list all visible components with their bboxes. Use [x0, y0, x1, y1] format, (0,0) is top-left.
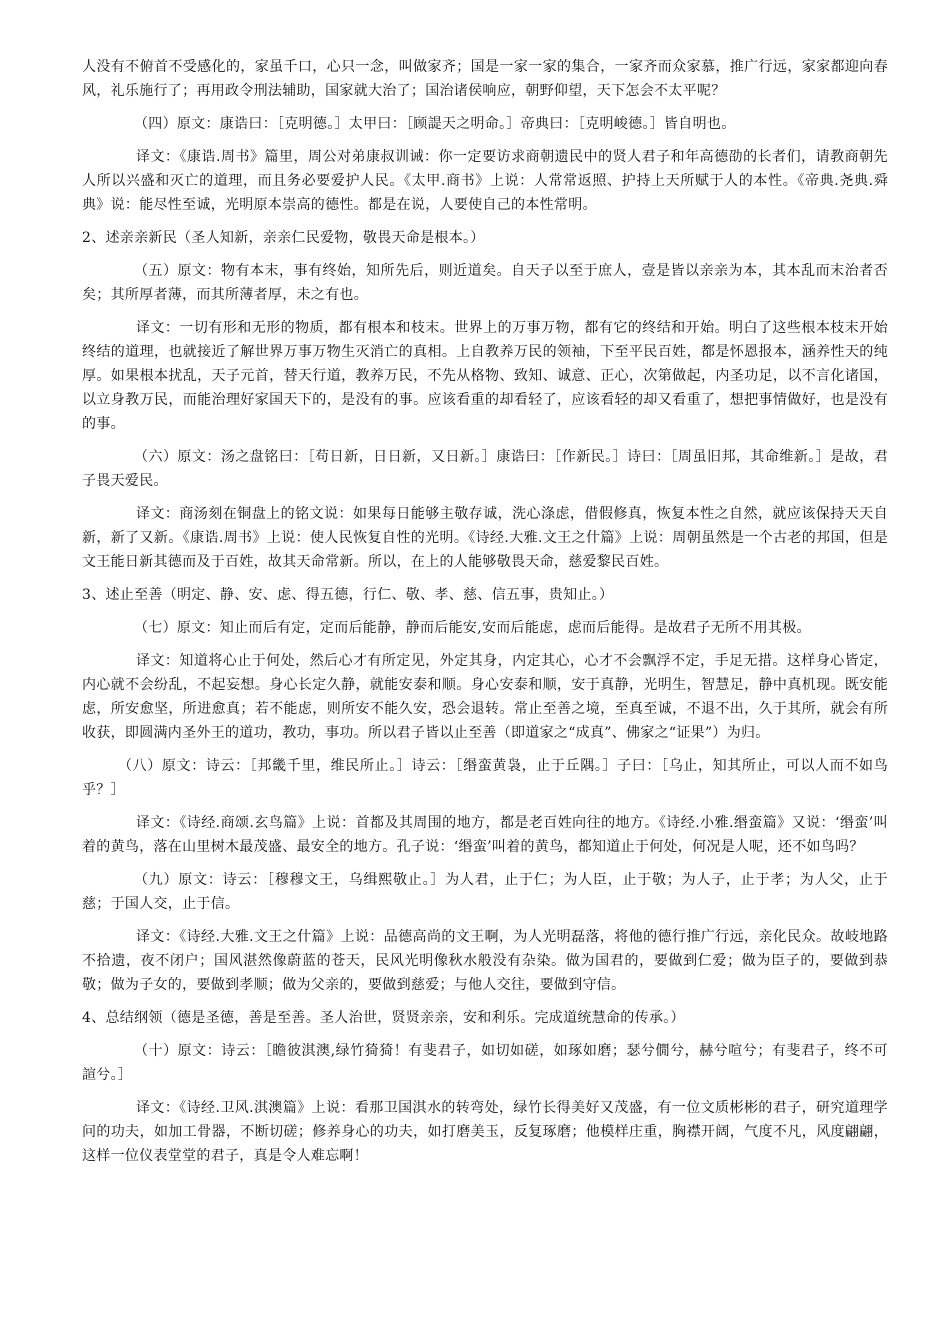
- translation-text-9: 译文：《诗经.大雅.文王之什篇》上说：品德高尚的文王啊，为人光明磊落，将他的德行推广行远，亲化民众。故岐地路不拾遗，夜不闭户；国风湛然像蔚蓝的苍天，民风光明像秋水般没有杂染。做为国君的，要做到仁爱；做为臣子的，要做到恭敬；做为子女的，要做到孝顺；做为父亲的，要做到慈爱；与他人交往，要做到守信。: [82, 929, 888, 993]
- original-text-6: （六）原文：汤之盘铭曰：［苟日新，日日新，又日新。］康诰曰：［作新民。］诗曰：［周虽旧邦，其命维新。］是故，君子畏天爱民。: [82, 449, 888, 489]
- original-text-8: （八）原文：诗云：［邦畿千里，维民所止。］诗云：［缗蛮黄袅，止于丘隅。］子曰：［乌止，知其所止，可以人而不如鸟乎？］: [82, 758, 888, 798]
- original-text-10: （十）原文：诗云：［瞻彼淇澳,绿竹猗猗！有斐君子，如切如磋，如琢如磨；瑟兮僩兮，赫兮喧兮；有斐君子，终不可諠兮。］: [82, 1043, 888, 1083]
- translation-text-10: 译文：《诗经.卫风.淇澳篇》上说：看那卫国淇水的转弯处，绿竹长得美好又茂盛，有一位文质彬彬的君子，研究道理学问的功夫，如加工骨器，不断切磋；修养身心的功夫，如打磨美玉，反复琢磨；他模样庄重，胸襟开阔，气度不凡，风度翩翩，这样一位仪表堂堂的君子，真是令人难忘啊！: [82, 1100, 888, 1164]
- original-text-7: （七）原文：知止而后有定，定而后能静，静而后能安,安而后能虑，虑而后能得。是故君子无所不用其极。: [134, 620, 811, 636]
- paragraph-continuation: 人没有不俯首不受感化的，家虽千口，心只一念，叫做家齐；国是一家一家的集合，一家齐而众家慕，推广行远，家家都迎向春风，礼乐施行了；再用政令刑法辅助，国家就大治了；国治诸侯响应，朝野仰望，天下怎会不太平呢？: [82, 59, 888, 99]
- original-text-5: （五）原文：物有本末，事有终始，知所先后，则近道矣。自天子以至于庶人，壹是皆以亲亲为本，其本乱而末治者否矣；其所厚者薄，而其所薄者厚，未之有也。: [82, 263, 888, 303]
- original-text-9: （九）原文：诗云：［穆穆文王，乌缉熙敬止。］为人君，止于仁；为人臣，止于敬；为人子，止于孝；为人父，止于慈；于国人交，止于信。: [82, 872, 888, 912]
- section-heading-2: 2、述亲亲新民（圣人知新，亲亲仁民爱物，敬畏天命是根本。）: [82, 230, 485, 246]
- translation-text-7: 译文：知道将心止于何处，然后心才有所定见，外定其身，内定其心，心才不会飘浮不定，手足无措。这样身心皆定，内心就不会纷乱，不起妄想。身心长定久静，就能安泰和顺。身心安泰和顺，安于真静，光明生，智慧足，静中真机现。既安能虑，所安愈坚，所进愈真；若不能虑，则所安不能久安，恐会退转。常止至善之境，至真至诚，不退不出，久于其所，就会有所收获，即圆满内圣外王的道功，教功，事功。所以君子皆以止至善（即道家之“成真”、佛家之“证果”）为归。: [82, 653, 888, 741]
- section-heading-4: 4、总结纲领（德是圣德，善是至善。圣人治世，贤贤亲亲，安和利乐。完成道统慧命的传承。）: [82, 1010, 685, 1026]
- section-heading-3: 3、述止至善（明定、静、安、虑、得五德，行仁、敬、孝、慈、信五事，贵知止。）: [82, 587, 614, 603]
- translation-text-6: 译文：商汤刻在铜盘上的铭文说：如果每日能够主敬存诚，洗心涤虑，借假修真，恢复本性之自然，就应该保持天天自新，新了又新。《康诰.周书》上说：使人民恢复自性的光明。《诗经.大雅.文王之什篇》上说：周朝虽然是一个古老的邦国，但是文王能日新其德而及于百姓，故其天命常新。所以，在上的人能够敬畏天命，慈爱黎民百姓。: [82, 506, 888, 570]
- translation-text-5: 译文：一切有形和无形的物质，都有根本和枝末。世界上的万事万物，都有它的终结和开始。明白了这些根本枝末开始终结的道理，也就接近了解世界万事万物生灭消亡的真相。上自教养万民的领袖，下至平民百姓，都是怀恩报本，涵养性天的纯厚。如果根本扰乱，天子元首，替天行道，教养万民，不先从格物、致知、诚意、正心，次第做起，内圣功足，以不言化诸国，以立身教万民，而能治理好家国天下的，是没有的事。应该看重的却看轻了，应该看轻的却又看重了，想把事情做好，也是没有的事。: [82, 320, 888, 432]
- original-text-4: （四）原文：康诰曰：［克明德。］太甲曰：［顾諟天之明命。］帝典曰：［克明峻德。］皆自明也。: [134, 116, 736, 132]
- translation-text-4: 译文：《康诰.周书》篇里，周公对弟康叔训诫：你一定要访求商朝遗民中的贤人君子和年高德劭的长者们，请教商朝先人所以兴盛和灭亡的道理，而且务必要爱护人民。《太甲.商书》上说：人常常返照、护持上天所赋于人的本性。《帝典.尧典.舜典》说：能尽性至诚，光明原本崇高的德性。都是在说，人要使自己的本性常明。: [82, 149, 888, 213]
- translation-text-8: 译文：《诗经.商颂.玄鸟篇》上说：首都及其周围的地方，都是老百姓向往的地方。《诗经.小雅.缗蛮篇》又说：‘缗蛮’叫着的黄鸟，落在山里树木最茂盛、最安全的地方。孔子说：‘缗蛮’叫着的黄鸟，都知道止于何处，何况是人呢，还不如鸟吗？: [82, 815, 888, 855]
